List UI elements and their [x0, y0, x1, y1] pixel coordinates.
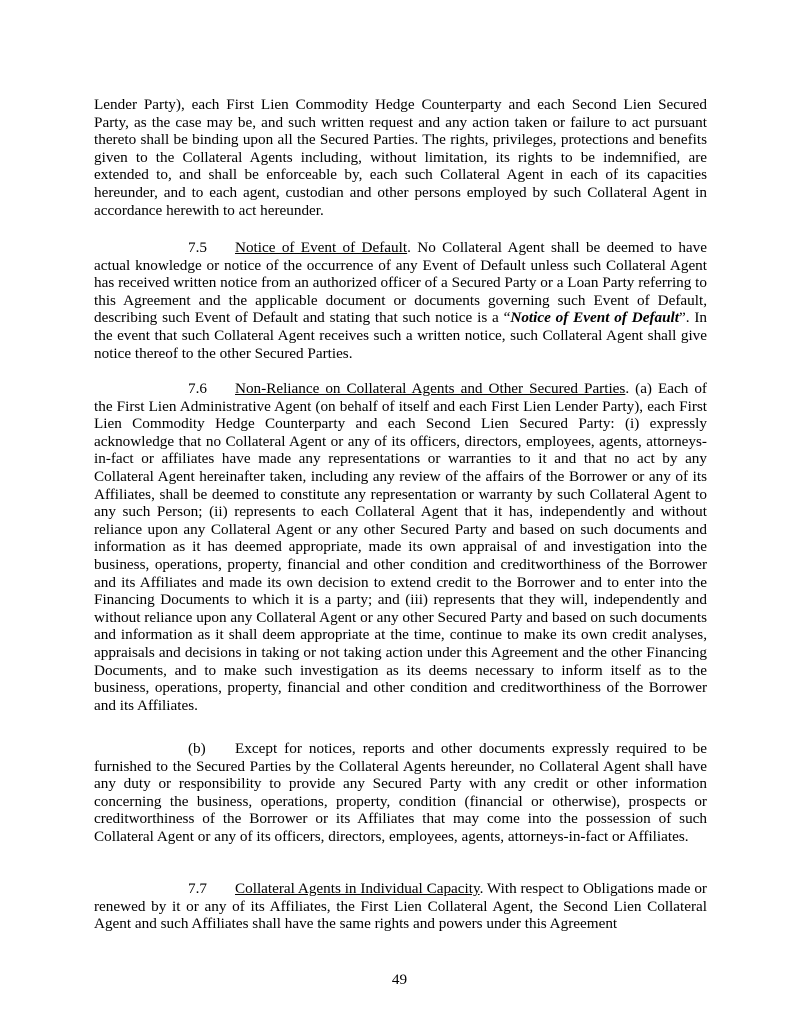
section-7-5	[94, 239, 707, 362]
defined-term: Notice of Event of Default	[510, 309, 679, 327]
section-number: 7.6	[188, 380, 207, 397]
section-7-7	[94, 880, 707, 933]
subsection-number: (b)	[188, 740, 206, 757]
section-heading: Non-Reliance on Collateral Agents and Other Secured Parties	[235, 380, 626, 397]
subsection-body: Except for notices, reports and other documents expressly required to be furnished to the Secured Parties by the Collateral Agents hereunder, no Collateral Agent shall have any duty or responsibility to provide any Secured Party with any credit or other information concerning the business, operations, property, condition (financial or otherwise), prospects or creditworthiness of the Borrower or its Affiliates that may come into the possession of such Collateral Agent or any of its officers, directors, employees, agents, attorneys-in-fact or Affiliates.	[94, 740, 707, 845]
section-number: 7.7	[188, 880, 207, 897]
paragraph-continuation: Lender Party), each First Lien Commodity Hedge Counterparty and each Second Lien Secured Party, as the case may be, and such written request and any action taken or failure to act pursuant thereto shall be binding upon all the Secured Parties. The rights, privileges, protections and benefits given to the Collateral Agents including, without limitation, its rights to be indemnified, are extended to, and shall be enforceable by, each such Collateral Agent in each of its capacities hereunder, and to each agent, custodian and other persons employed by such Collateral Agent in accordance herewith to act hereunder.	[94, 96, 707, 219]
section-body: . No Collateral Agent shall be deemed to have actual knowledge or notice of the occurrence of any Event of Default unless such Collateral Agent has received written notice from an authorized officer of a Secured Party or a Loan Party referring to this Agreement and the applicable document or documents governing such Event of Default, describing such Event of Default and stating that such notice is a “	[94, 239, 707, 327]
section-heading: Notice of Event of Default	[235, 239, 408, 256]
section-number: 7.5	[188, 239, 207, 256]
section-body-continued: ”. In the event that such Collateral Agent receives such a written notice, such Collateral Agent shall give notice thereof to the other Secured Parties.	[94, 309, 707, 362]
section-7-6	[94, 380, 707, 714]
section-body: . (a) Each of the First Lien Administrative Agent (on behalf of itself and each First Lien Lender Party), each First Lien Commodity Hedge Counterparty and each Second Lien Secured Party: (i) expressly acknowledge that no Collateral Agent or any of its officers, directors, employees, agents, attorneys-in-fact or affiliates have made any representations or warranties to it and that no act by any Collateral Agent hereinafter taken, including any review of the affairs of the Borrower or any of its Affiliates, shall be deemed to constitute any representation or warranty by such Collateral Agent to any such Person; (ii) represents to each Collateral Agent that it has, independently and without reliance upon any Collateral Agent or any other Secured Party and based on such documents and information as it has deemed appropriate, made its own appraisal of and investigation into the business, operations, property, financial and other condition and creditworthiness of the Borrower and its Affiliates and made its own decision to extend credit to the Borrower and to enter into the Financing Documents to which it is a party; and (iii) represents that they will, independently and without reliance upon any Collateral Agent or any other Secured Party and based on such documents and information as it shall deem appropriate at the time, continue to make its own credit analyses, appraisals and decisions in taking or not taking action under this Agreement and the other Financing Documents, and to make such investigation as its deems necessary to inform itself as to the business, operations, property, financial and other condition and creditworthiness of the Borrower and its Affiliates.	[94, 380, 707, 714]
section-heading: Collateral Agents in Individual Capacity	[235, 880, 480, 897]
page-number: 49	[391, 971, 408, 988]
section-body: . With respect to Obligations made or renewed by it or any of its Affiliates, the First Lien Collateral Agent, the Second Lien Collateral Agent and such Affiliates shall have the same rights and powers under this Agreement	[94, 880, 707, 933]
section-7-6-b	[94, 740, 707, 846]
